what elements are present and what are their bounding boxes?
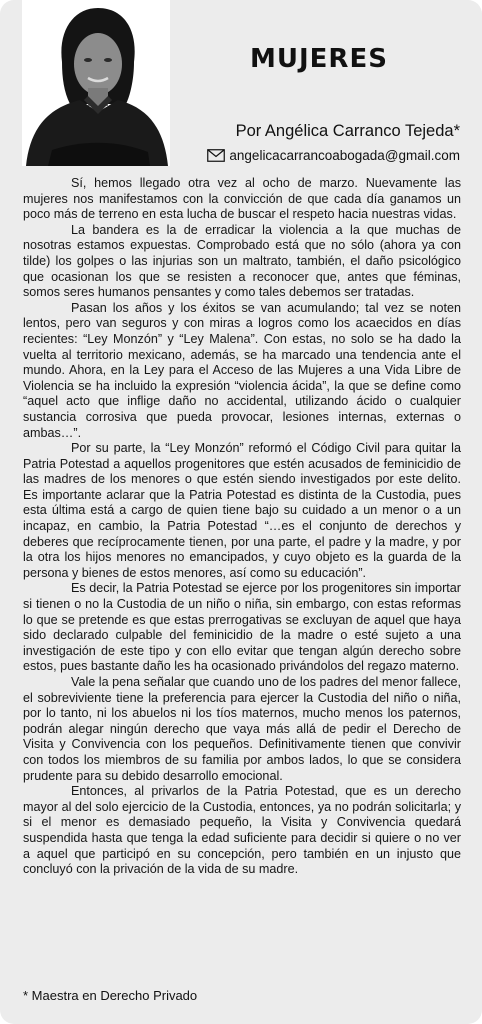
author-portrait-image <box>22 0 170 166</box>
author-footnote: * Maestra en Derecho Privado <box>23 988 198 1003</box>
envelope-icon <box>207 149 225 162</box>
author-photo <box>22 0 170 166</box>
paragraph: Sí, hemos llegado otra vez al ocho de marzo. Nuevamente las mujeres nos manifestamos con la convicción de que cada día ganamos un poco más de terreno en esta lucha de buscar el respeto hacia nuestras vidas. <box>23 176 461 222</box>
paragraph: Vale la pena señalar que cuando uno de los padres del menor fallece, el sobreviviente tiene la preferencia para ejercer la Custodia del niño o niña, por lo tanto, ni los abuelos ni los tíos maternos, mucho menos los paternos, podrán alegar ningún derecho que vaya más allá de pedir el Derecho de Visita y Convivencia con los pequeños. Definitivamente tienen que convivir con todos los miembros de su familia por ambos lados, lo que se considera prudente para su debido desarrollo emocional. <box>23 675 461 783</box>
paragraph: La bandera es la de erradicar la violencia a la que muchas de nosotras estamos expuestas. Comprobado está que no sólo (ahora ya con tilde) los golpes o las injurias son un maltrato, también, el daño psicológico que ocasionan los que se resisten a reconocer que, antes que féminas, somos seres humanos pensantes y como tales debemos ser tratadas. <box>23 222 461 300</box>
paragraph: Es decir, la Patria Potestad se ejerce por los progenitores sin importar si tienen o no la Custodia de un niño o niña, sin embargo, con estas reformas lo que se pretende es que estas prerrogativas se excluyan de aquel que haya sido declarado culpable del feminicidio de la madre o esté sujeto a una investigación de este tipo y con ello evitar que tengan algún derecho sobre estos, pues bastante daño les ha ocasionado privándolos del regazo materno. <box>23 581 461 674</box>
email-address[interactable]: angelicacarrancoabogada@gmail.com <box>229 148 460 163</box>
article-title: MUJERES <box>250 44 388 74</box>
paragraph: Entonces, al privarlos de la Patria Potestad, que es un derecho mayor al del solo ejercicio de la Custodia, entonces, ya no podrán solicitarla; y si el menor es demasiado pequeño, la Visita y Convivencia quedará suspendida hasta que tenga la edad suficiente para decidir si quiere o no ver a aquel que participó en su concepción, pero también en un injusto que concluyó con la privación de la vida de su madre. <box>23 784 461 877</box>
paragraph: Pasan los años y los éxitos se van acumulando; tal vez se noten lentos, pero van seguros y con miras a logros como los acaecidos en días recientes: “Ley Monzón” y “Ley Malena”. Con estas, no solo se ha dado la vuelta al territorio mexicano, además, se ha marcado una tendencia ante el mundo. Ahora, en la Ley para el Acceso de las Mujeres a una Vida Libre de Violencia se ha incluido la expresión “violencia ácida”, la que se define como “aquel acto que inflige daño no accidental, utilizando ácido o cualquier sustancia corrosiva que pueda provocar, lesiones internas, externas o ambas…”. <box>23 300 461 440</box>
article-body <box>23 176 461 878</box>
paragraph: Por su parte, la “Ley Monzón” reformó el Código Civil para quitar la Patria Potestad a aquellos progenitores que estén acusados de feminicidio de las madres de los menores o que estén siendo investigados por este delito. Es importante aclarar que la Patria Potestad es distinta de la Custodia, pues esta última está a cargo de quien tiene bajo su cuidado a un menor o a un incapaz, en cambio, la Patria Potestad “…es el conjunto de derechos y deberes que recíprocamente tienen, por una parte, el padre y la madre, y por la otra los hijos menores no emancipados, y cuyo objeto es la guarda de la persona y bienes de estos menores, así como su educación”. <box>23 441 461 580</box>
author-byline: Por Angélica Carranco Tejeda* <box>235 122 460 140</box>
author-email[interactable] <box>207 148 460 163</box>
